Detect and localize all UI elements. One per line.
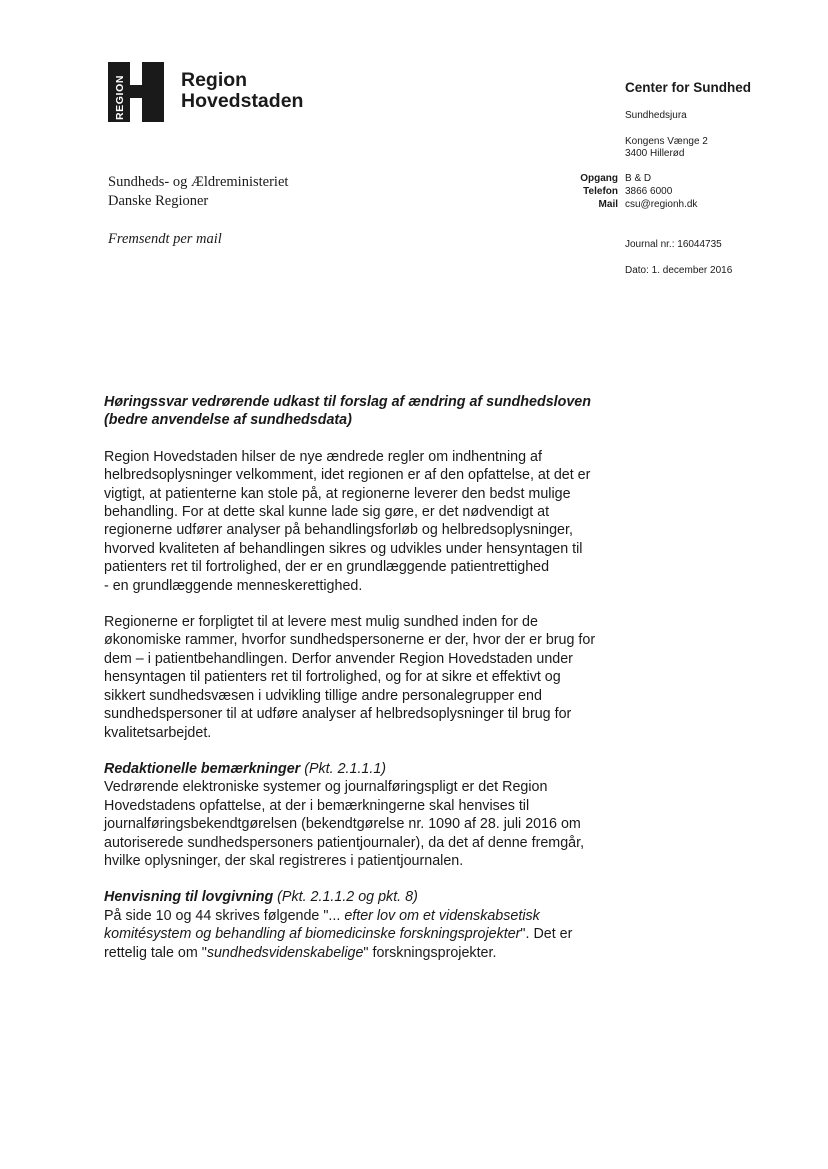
region-h-icon bbox=[108, 62, 166, 122]
telefon-label: Telefon bbox=[583, 186, 618, 197]
logo-vertical-text: REGION bbox=[114, 74, 126, 120]
p1-line: hvorved kvaliteten af behandlingen sikres og udvikles under hensyntagen til bbox=[104, 540, 583, 557]
opgang-value: B & D bbox=[625, 173, 652, 184]
p2-line: sikkert sundhedsvæsen i udvikling tillige andre personalegrupper end bbox=[104, 687, 542, 704]
section-1-ref: (Pkt. 2.1.1.1) bbox=[300, 760, 387, 777]
s2-line-1 bbox=[104, 907, 624, 925]
opgang-label: Opgang bbox=[580, 173, 618, 184]
delivery-note: Fremsendt per mail bbox=[108, 231, 222, 247]
p2-line: sundhedspersoner til at udføre analyser af helbredsoplysninger til brug for bbox=[104, 706, 572, 723]
p2-line: økonomiske rammer, hvorfor sundhedspersonerne er der, hvor der er brug for bbox=[104, 632, 596, 649]
p2-line: dem – i patientbehandlingen. Derfor anvender Region Hovedstaden under bbox=[104, 650, 573, 667]
s2-line-2-a: komitésystem og behandling af biomedicinske forskningsprojekter bbox=[104, 926, 521, 943]
sender-city: 3400 Hillerød bbox=[625, 148, 685, 159]
s2-line-2-b: ". Det er bbox=[520, 926, 573, 943]
letter-title-line2: (bedre anvendelse af sundhedsdata) bbox=[104, 412, 352, 429]
journal-number: Journal nr.: 16044735 bbox=[625, 239, 722, 250]
s2-line-3-b: sundhedsvidenskabelige bbox=[206, 944, 364, 961]
letter-title-line1: Høringssvar vedrørende udkast til forslag af ændring af sundhedsloven bbox=[104, 394, 591, 410]
section-1-heading-line bbox=[104, 760, 624, 778]
p2-line: Regionerne er forpligtet til at levere mest mulig sundhed inden for de bbox=[104, 614, 538, 631]
p1-line: - en grundlæggende menneskerettighed. bbox=[104, 577, 363, 594]
mail-value: csu@regionh.dk bbox=[625, 199, 698, 210]
logo-name-line1: Region bbox=[181, 69, 248, 91]
section-2-ref: (Pkt. 2.1.1.2 og pkt. 8) bbox=[273, 889, 418, 906]
s1-line: Hovedstadens opfattelse, at der i bemærkningerne skal henvises til bbox=[104, 797, 530, 814]
logo-name-line2: Hovedstaden bbox=[181, 90, 304, 112]
mail-label: Mail bbox=[598, 199, 618, 210]
p1-line: vigtigt, at patienterne kan stole på, at regionerne leverer den bedst mulige bbox=[104, 485, 571, 502]
letter-body bbox=[104, 393, 624, 980]
sender-center: Center for Sundhed bbox=[625, 80, 752, 95]
p1-line: regionerne udfører analyser på behandlingsforløb og helbredsoplysninger, bbox=[104, 522, 573, 539]
s1-line: hvilke oplysninger, der skal registreres i patientjournalen. bbox=[104, 852, 464, 869]
recipient-line1: Sundheds- og Ældreministeriet bbox=[108, 174, 289, 190]
paragraph-2 bbox=[104, 613, 624, 742]
s2-line-3-c: " forskningsprojekter. bbox=[363, 944, 497, 961]
section-redaktionelle bbox=[104, 760, 624, 870]
paragraph-1 bbox=[104, 448, 624, 595]
telefon-value: 3866 6000 bbox=[625, 186, 673, 197]
p1-line: Region Hovedstaden hilser de nye ændrede regler om indhentning af bbox=[104, 448, 542, 465]
region-logo-mark bbox=[108, 62, 166, 122]
sender-department: Sundhedsjura bbox=[625, 110, 687, 121]
p1-line: patienters ret til fortrolighed, der er en grundlæggende patientrettighed bbox=[104, 559, 550, 576]
section-2-heading: Henvisning til lovgivning bbox=[104, 889, 274, 906]
recipient-line2: Danske Regioner bbox=[108, 193, 209, 209]
s2-line-1-a: På side 10 og 44 skrives følgende "... bbox=[104, 907, 345, 924]
p2-line: hensyntagen til patienters ret til fortrolighed, og for at sikre et effektivt og bbox=[104, 669, 561, 686]
s1-line: journalføringsbekendtgørelsen (bekendtgørelse nr. 1090 af 28. juli 2016 om bbox=[104, 816, 581, 833]
s2-line-2 bbox=[104, 925, 624, 943]
section-1-heading: Redaktionelle bemærkninger bbox=[104, 760, 301, 777]
section-2-heading-line bbox=[104, 888, 624, 906]
sender-street: Kongens Vænge 2 bbox=[625, 136, 708, 147]
s2-line-1-b: efter lov om et videnskabsetisk bbox=[344, 907, 540, 924]
s2-line-3 bbox=[104, 944, 624, 962]
p1-line: helbredsoplysninger velkomment, idet regionen er af den opfattelse, at det er bbox=[104, 467, 591, 484]
s1-line: autoriserede sundhedspersoners patientjournaler), da det af denne fremgår, bbox=[104, 834, 585, 851]
letter-date: Dato: 1. december 2016 bbox=[625, 265, 733, 276]
s1-line: Vedrørende elektroniske systemer og journalføringspligt er det Region bbox=[104, 779, 548, 796]
letter-title bbox=[104, 393, 624, 430]
logo-wordmark bbox=[181, 70, 303, 112]
p1-line: behandling. For at dette skal kunne lade sig gøre, er det nødvendigt at bbox=[104, 504, 550, 521]
section-henvisning bbox=[104, 888, 624, 962]
p2-line: kvalitetsarbejdet. bbox=[104, 724, 212, 741]
s2-line-3-a: rettelig tale om " bbox=[104, 944, 207, 961]
